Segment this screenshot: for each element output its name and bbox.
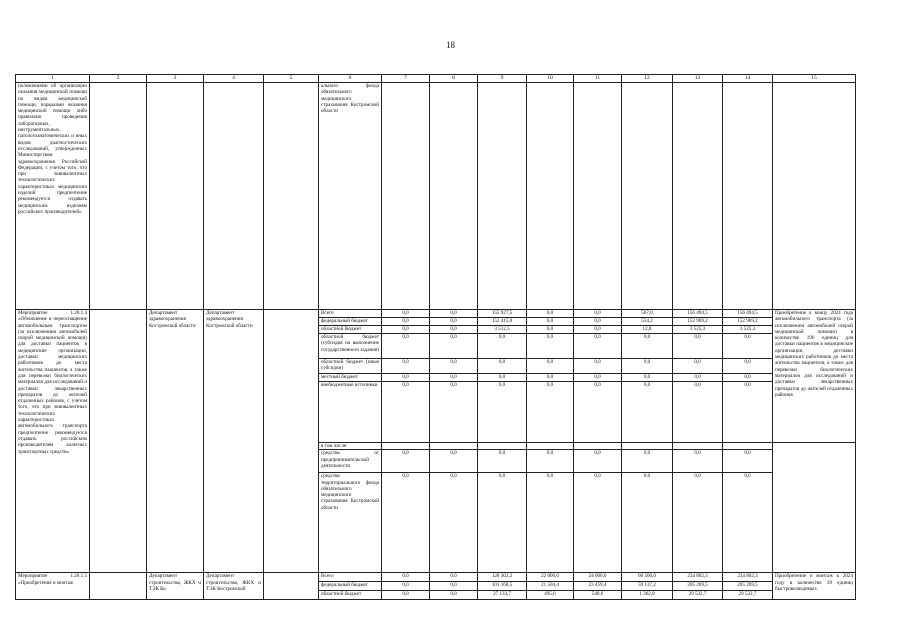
value-cell: 101 168,5 <box>478 582 527 591</box>
page-number: 18 <box>446 40 455 50</box>
co-executor: Департамент здравоохранения Костромской области <box>204 310 264 573</box>
value-cell: 3 512,5 <box>478 326 527 334</box>
value-cell: 0,0 <box>622 334 673 359</box>
value-cell: 234 802,3 <box>723 573 773 582</box>
funding-source: областной бюджет <box>319 591 382 600</box>
funding-source: областной бюджет <box>319 326 382 334</box>
column-number: 15 <box>773 75 856 83</box>
value-cell: 0,0 <box>382 473 430 573</box>
column-number: 2 <box>90 75 147 83</box>
value-cell: 0,0 <box>574 450 622 473</box>
column-number: 1 <box>16 75 90 83</box>
value-cell: 0,0 <box>382 573 430 582</box>
value-cell: 0,0 <box>382 334 430 359</box>
column-number: 6 <box>319 75 382 83</box>
table-row <box>16 83 856 310</box>
value-cell: 0,0 <box>574 359 622 374</box>
column-number: 14 <box>723 75 773 83</box>
value-cell: 0,0 <box>574 374 622 382</box>
funding-source: местный бюджет <box>319 374 382 382</box>
value-cell: 0,0 <box>527 310 574 318</box>
value-cell: 0,0 <box>382 382 430 443</box>
value-cell: 152 969,2 <box>723 318 773 326</box>
value-cell: 0,0 <box>478 473 527 573</box>
value-cell: 0,0 <box>527 318 574 326</box>
value-cell: 234 802,3 <box>673 573 723 582</box>
funding-source: федеральный бюджет <box>319 318 382 326</box>
column-number: 10 <box>527 75 574 83</box>
column-number: 4 <box>204 75 264 83</box>
funding-source: областной бюджет (иные субсидии) <box>319 359 382 374</box>
funding-source: внебюджетные источники <box>319 382 382 443</box>
value-cell: 0,0 <box>478 374 527 382</box>
value-cell: 0,0 <box>622 473 673 573</box>
value-cell: 0,0 <box>574 382 622 443</box>
value-cell: 0,0 <box>478 359 527 374</box>
value-cell: 0,0 <box>430 334 478 359</box>
value-cell: 0,0 <box>382 591 430 600</box>
value-cell: 0,0 <box>382 318 430 326</box>
funding-source: ального фонда обязательного медицинского страхования Костромской области <box>319 83 382 310</box>
value-cell: 0,0 <box>478 334 527 359</box>
responsible-executor: Департамент здравоохранения Костромской области <box>147 310 204 573</box>
value-cell: 0,0 <box>673 473 723 573</box>
column-number: 12 <box>622 75 673 83</box>
value-cell: 0,0 <box>723 374 773 382</box>
value-cell: 0,0 <box>527 382 574 443</box>
value-cell: 0,0 <box>382 326 430 334</box>
value-cell: 567,0 <box>622 310 673 318</box>
funding-source: в том числе: <box>319 443 382 450</box>
value-cell: 0,0 <box>382 374 430 382</box>
value-cell: 0,0 <box>723 334 773 359</box>
value-cell: 0,0 <box>527 326 574 334</box>
value-cell: 0,0 <box>430 359 478 374</box>
table-row <box>16 573 856 582</box>
value-cell: 0,0 <box>673 382 723 443</box>
value-cell: 0,0 <box>382 582 430 591</box>
expected-result: Приобретение к концу 2024 года автомобильного транспорта (за исключением автомобилей скорой медицинской помощи) в количестве 196 единиц для доставки пациентов в медицинские организации, доставки медицинских работников до места жительства пациентов, а также для перевозки биологических материалов для исследований и доставки лекарственных препаратов до жителей отдаленных районов <box>773 310 856 443</box>
budget-table <box>15 74 856 600</box>
value-cell: 24 000,0 <box>574 573 622 582</box>
value-cell: 0,0 <box>574 318 622 326</box>
funding-source: федеральный бюджет <box>319 582 382 591</box>
value-cell: 0,0 <box>622 382 673 443</box>
value-cell: 156 494,5 <box>673 310 723 318</box>
value-cell: 0,0 <box>527 334 574 359</box>
value-cell: 554,2 <box>622 318 673 326</box>
value-cell: 0,0 <box>574 310 622 318</box>
value-cell: 0,0 <box>478 382 527 443</box>
column-number: 5 <box>264 75 319 83</box>
value-cell: 0,0 <box>622 374 673 382</box>
value-cell: 152 969,2 <box>673 318 723 326</box>
column-number: 11 <box>574 75 622 83</box>
funding-source: средства от предпринимательской деятельности <box>319 450 382 473</box>
value-cell: 0,0 <box>574 473 622 573</box>
value-cell: 0,0 <box>430 450 478 473</box>
expected-result: Приобретение и монтаж к 2024 году в количестве 39 единиц быстровозводимых <box>773 573 856 600</box>
value-cell: 0,0 <box>723 450 773 473</box>
value-cell: 0,0 <box>430 374 478 382</box>
value-cell: 0,0 <box>382 450 430 473</box>
value-cell: 0,0 <box>574 326 622 334</box>
table-row <box>16 310 856 318</box>
value-cell: 540,6 <box>574 591 622 600</box>
value-cell: 128 302,2 <box>478 573 527 582</box>
column-number: 8 <box>430 75 478 83</box>
value-cell: 1 362,8 <box>622 591 673 600</box>
value-cell: 152 415,0 <box>478 318 527 326</box>
value-cell: 0,0 <box>673 359 723 374</box>
value-cell: 0,0 <box>382 310 430 318</box>
value-cell: 0,0 <box>430 326 478 334</box>
value-cell: 0,0 <box>430 310 478 318</box>
value-cell: 0,0 <box>622 359 673 374</box>
column-number: 7 <box>382 75 430 83</box>
value-cell: 205 269,5 <box>673 582 723 591</box>
value-cell: 23 459,4 <box>574 582 622 591</box>
value-cell: 0,0 <box>382 359 430 374</box>
value-cell: 0,0 <box>574 334 622 359</box>
value-cell: 29 532,7 <box>673 591 723 600</box>
value-cell: 27 133,7 <box>478 591 527 600</box>
value-cell: 59 137,2 <box>622 582 673 591</box>
value-cell: 22 000,0 <box>527 573 574 582</box>
value-cell: 0,0 <box>527 374 574 382</box>
value-cell: 0,0 <box>527 450 574 473</box>
value-cell: 0,0 <box>430 573 478 582</box>
funding-source: средства территориального фонда обязательного медицинского страхования Костромской области <box>319 473 382 573</box>
value-cell: 0,0 <box>430 591 478 600</box>
funding-source: Всего <box>319 573 382 582</box>
value-cell: 156 494,5 <box>723 310 773 318</box>
value-cell: 60 500,0 <box>622 573 673 582</box>
column-number-row <box>16 75 856 83</box>
column-number: 9 <box>478 75 527 83</box>
value-cell: 21 504,4 <box>527 582 574 591</box>
value-cell: 0,0 <box>430 318 478 326</box>
value-cell: 495,6 <box>527 591 574 600</box>
column-number: 13 <box>673 75 723 83</box>
value-cell: 29 532,7 <box>723 591 773 600</box>
value-cell: 0,0 <box>527 359 574 374</box>
value-cell: 0,0 <box>622 450 673 473</box>
value-cell: 0,0 <box>430 473 478 573</box>
value-cell: 0,0 <box>527 473 574 573</box>
value-cell: 0,0 <box>478 450 527 473</box>
funding-source: Всего <box>319 310 382 318</box>
value-cell: 3 525,3 <box>723 326 773 334</box>
value-cell: 205 269,5 <box>723 582 773 591</box>
measure-description: Мероприятие 1.20.1.5 «Приобретение и монтаж <box>16 573 90 600</box>
value-cell: 0,0 <box>430 582 478 591</box>
value-cell: 0,0 <box>723 382 773 443</box>
measure-description: положениями об организации оказания медицинской помощи по видам медицинской помощи, порядками оказания медицинской помощи либо правилами проведения лабораторных, инструментальных, патологоанатомических и иных видов диагностических исследований, утвержденных Министерством здравоохранения Российской Федерации, с учетом того, что при эквивалентных технологических характеристиках медицинских изделий предпочтение рекомендуется отдавать медицинским изделиям российских производителей» <box>16 83 90 310</box>
value-cell: 12,8 <box>622 326 673 334</box>
value-cell: 0,0 <box>673 334 723 359</box>
value-cell: 155 927,5 <box>478 310 527 318</box>
funding-source: областной бюджет (субсидия на выполнение государственного задания) <box>319 334 382 359</box>
value-cell: 0,0 <box>430 382 478 443</box>
value-cell: 0,0 <box>673 374 723 382</box>
column-number: 3 <box>147 75 204 83</box>
value-cell: 0,0 <box>723 473 773 573</box>
co-executor: Департамент строительства, ЖКХ и ТЭК Костромской <box>204 573 264 600</box>
value-cell: 0,0 <box>723 359 773 374</box>
value-cell: 0,0 <box>673 450 723 473</box>
responsible-executor: Департамент строительства, ЖКХ и ТЭК Ко <box>147 573 204 600</box>
value-cell: 3 525,3 <box>673 326 723 334</box>
measure-description: Мероприятие 1.20.1.4 «Обновление и переоснащение автомобильным транспортом (за исключением автомобилей скорой медицинской помощи) для доставки пациентов в медицинские организации, доставки медицинских работников до места жительства пациентов, а также для перевозки биологических материалов для исследований и доставки лекарственных препаратов до жителей отдаленных районов, с учетом того, что при эквивалентных технологических характеристиках автомобильного транспорта предпочтение рекомендуется отдавать российским производителям колесных транспортных средств» <box>16 310 90 573</box>
